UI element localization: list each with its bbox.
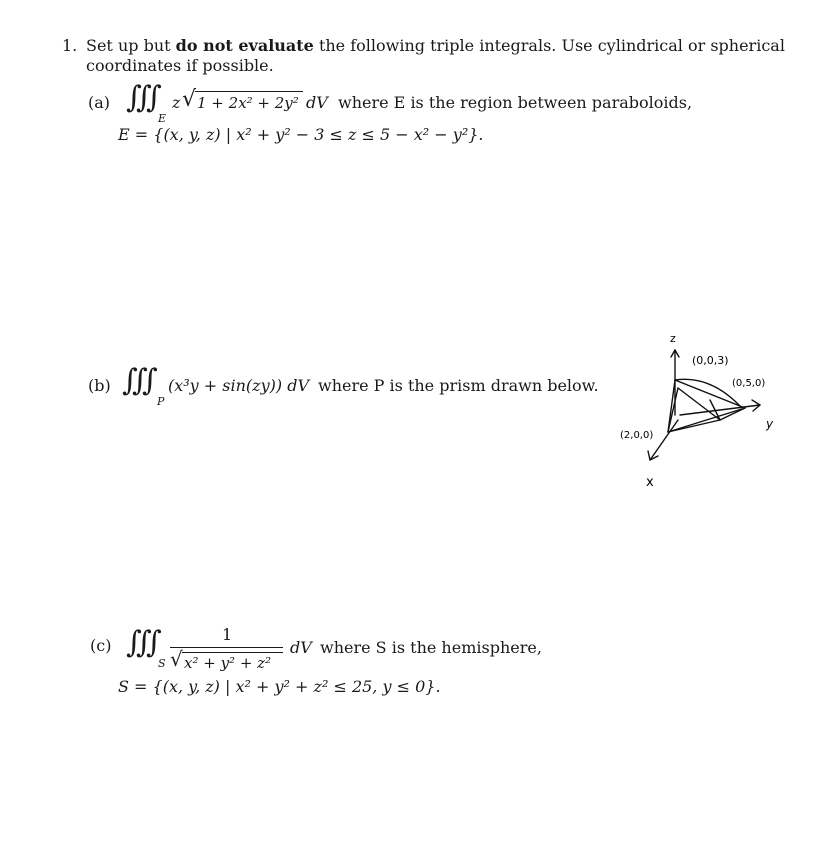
point-y-label: (0,5,0) [732,378,766,389]
radical-sign: √ [182,87,197,112]
intro-before: Set up but [86,36,171,55]
part-c-description: where S is the hemisphere, [320,638,542,657]
prism-edge [678,388,720,420]
y-axis-label: y [766,417,774,431]
part-c-label: (c) [90,636,112,655]
triple-integral-sign: ∭ [126,625,153,660]
region-subscript: S [158,657,166,670]
region-subscript: E [158,112,167,125]
radicand: 1 + 2x² + 2y² [197,94,299,112]
dv: dV [306,93,328,112]
intro-after: the following triple integrals. Use cylindrical or spherical [318,36,785,55]
triple-integral-sign: ∭ [122,363,149,398]
problem-number: 1. [62,36,78,55]
integrand: (x³y + sin(zy)) dV [168,376,310,395]
radical-bar [195,91,303,92]
intro-line-2: coordinates if possible. [86,56,274,75]
part-b-label: (b) [88,376,111,395]
y-axis-line [680,405,760,415]
set-definition: E = {(x, y, z) | x² + y² − 3 ≤ z ≤ 5 − x² − y²}. [118,125,484,144]
x-axis-label: x [646,475,654,490]
fraction-numerator: 1 [222,625,233,644]
part-b-description: where P is the prism drawn below. [318,376,599,395]
fraction-bar [170,647,283,648]
x-axis-line [650,420,678,460]
prism-sketch [600,320,800,500]
point-top-label: (0,0,3) [692,354,729,367]
part-a-description: where E is the region between paraboloids, [338,93,693,112]
dv: dV [290,638,312,657]
radical-sign: √ [170,647,183,671]
triple-integral-sign: ∭ [126,80,153,115]
intro-text [86,36,785,56]
point-x-label: (2,0,0) [620,430,654,441]
region-subscript: P [157,395,165,408]
intro-bold: do not evaluate [175,36,314,55]
part-a-label: (a) [88,93,111,112]
prism-edge [668,420,720,432]
set-definition: S = {(x, y, z) | x² + y² + z² ≤ 25, y ≤ 0}. [118,677,441,696]
z-axis-label: z [670,332,676,345]
integrand-z: z [172,93,181,112]
radicand: x² + y² + z² [184,654,272,672]
